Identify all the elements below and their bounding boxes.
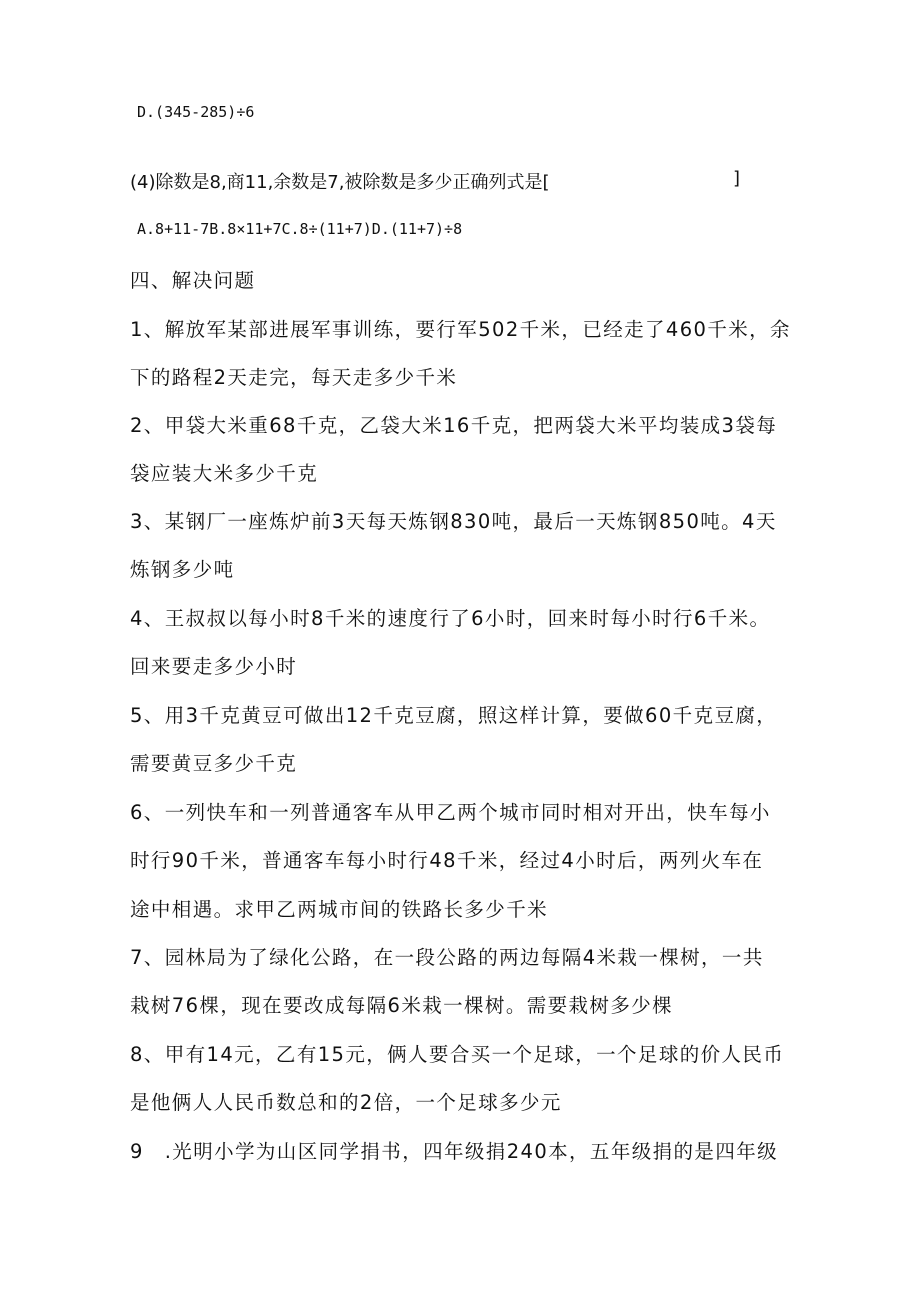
problem-3-line-2: 炼钢多少吨 [130, 558, 235, 581]
problem-1-line-2: 下的路程2天走完，每天走多少千米 [130, 366, 458, 389]
question-4-text: (4)除数是8,商11,余数是7,被除数是多少正确列式是[ [130, 172, 550, 193]
problem-8-line-1: 8、甲有14元，乙有15元，俩人要合买一个足球，一个足球的价人民币 [130, 1043, 785, 1066]
problem-6-line-3: 途中相遇。求甲乙两城市间的铁路长多少千米 [130, 898, 549, 921]
option-d-line: D.(345-285)÷6 [137, 103, 255, 121]
problem-5-line-1: 5、用3千克黄豆可做出12千克豆腐，照这样计算，要做60千克豆腐， [130, 704, 778, 727]
problem-6-line-2: 时行90千米，普通客车每小时行48千米，经过4小时后，两列火车在 [130, 849, 764, 872]
problem-6-line-1: 6、一列快车和一列普通客车从甲乙两个城市同时相对开出，快车每小 [130, 801, 771, 824]
problem-2-line-2: 袋应装大米多少千克 [130, 462, 319, 485]
question-4-options-line: A.8+11-7B.8×11+7C.8÷(11+7)D.(11+7)÷8 [137, 220, 463, 238]
problem-5-line-2: 需要黄豆多少千克 [130, 752, 298, 775]
problem-4-line-2: 回来要走多少小时 [130, 655, 298, 678]
question-4-line [130, 168, 550, 194]
problem-2-line-1: 2、甲袋大米重68千克，乙袋大米16千克，把两袋大米平均装成3袋每 [130, 414, 778, 437]
problem-3-line-1: 3、某钢厂一座炼炉前3天每天炼钢830吨，最后一天炼钢850吨。4天 [130, 510, 777, 533]
problem-7-line-1: 7、园林局为了绿化公路，在一段公路的两边每隔4米栽一棵树，一共 [130, 946, 764, 969]
section-heading: 四、解决问题 [130, 269, 256, 292]
problem-9-line-1: 9 .光明小学为山区同学捐书，四年级捐240本，五年级捐的是四年级 [130, 1140, 779, 1163]
question-4-bracket-close: ] [733, 168, 741, 189]
problem-8-line-2: 是他俩人人民币数总和的2倍，一个足球多少元 [130, 1091, 562, 1114]
problem-4-line-1: 4、王叔叔以每小时8千米的速度行了6小时，回来时每小时行6千米。 [130, 607, 771, 630]
problem-1-line-1: 1、解放军某部进展军事训练，要行军502千米，已经走了460千米，余 [130, 318, 791, 341]
problem-7-line-2: 栽树76棵，现在要改成每隔6米栽一棵树。需要栽树多少棵 [130, 994, 674, 1017]
